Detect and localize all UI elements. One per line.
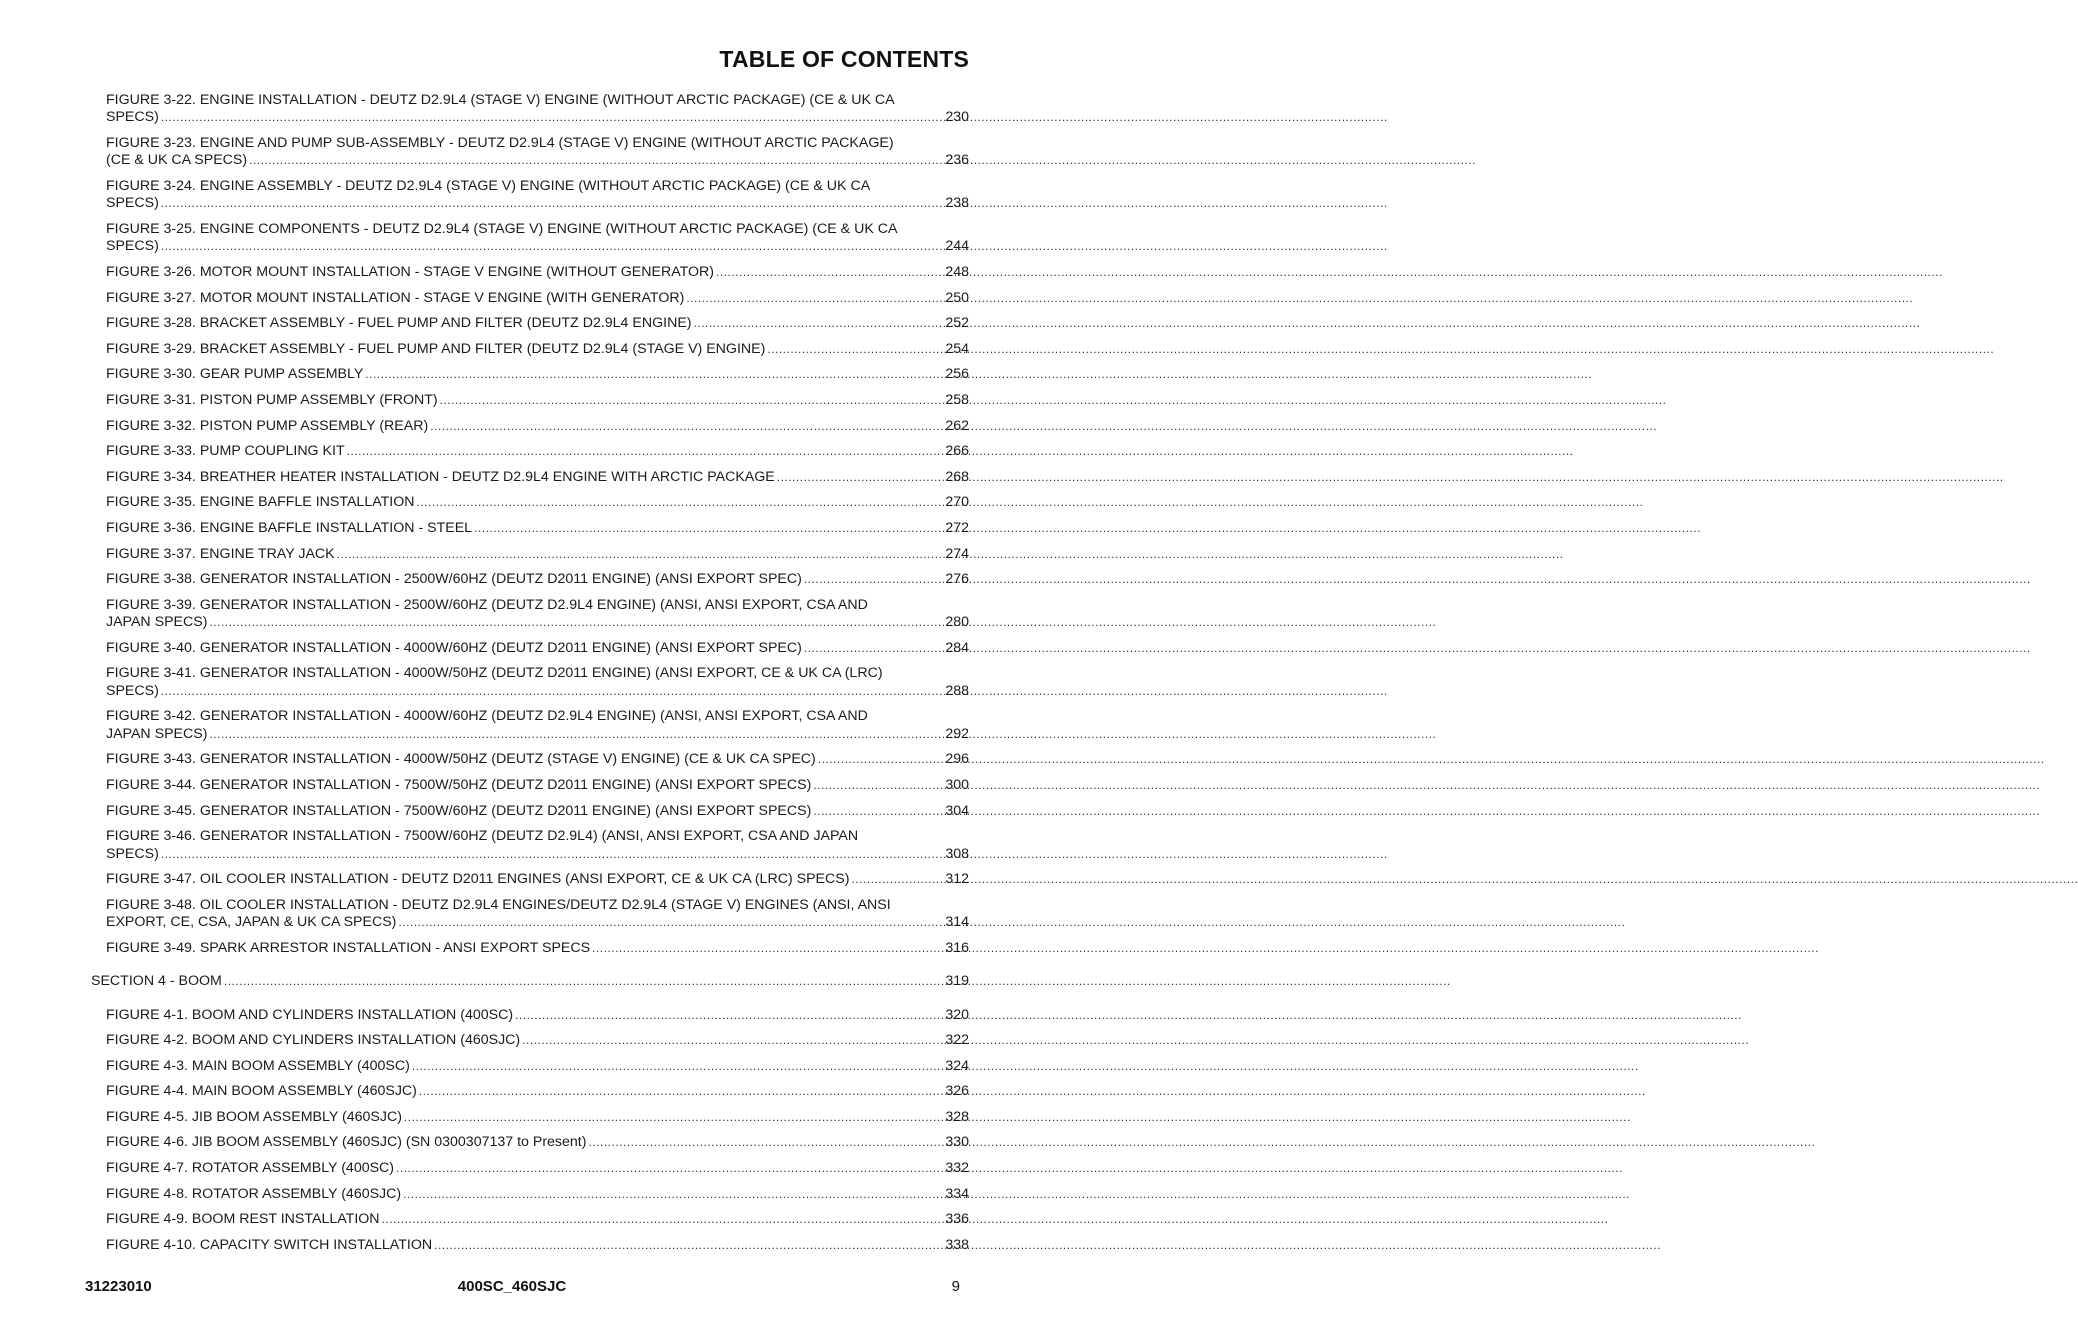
toc-entry-line bbox=[106, 195, 969, 212]
toc-entry-title: FIGURE 3-44. GENERATOR INSTALLATION - 7500W/50HZ (DEUTZ D2011 ENGINE) (ANSI EXPORT SPECS) bbox=[106, 776, 812, 793]
toc-entry[interactable] bbox=[106, 571, 969, 588]
toc-entry-title: FIGURE 3-35. ENGINE BAFFLE INSTALLATION bbox=[106, 494, 415, 511]
toc-entry-title-line: FIGURE 3-39. GENERATOR INSTALLATION - 2500W/60HZ (DEUTZ D2.9L4 ENGINE) (ANSI, ANSI EXPORT, CSA AND bbox=[106, 596, 868, 613]
dot-leader bbox=[818, 751, 942, 768]
dot-leader bbox=[161, 683, 942, 700]
toc-entry[interactable] bbox=[106, 1058, 969, 1075]
toc-entry[interactable] bbox=[106, 1237, 969, 1254]
toc-entry[interactable] bbox=[106, 443, 969, 460]
toc-entry-title: FIGURE 3-27. MOTOR MOUNT INSTALLATION - STAGE V ENGINE (WITH GENERATOR) bbox=[106, 289, 685, 306]
toc-entry-page: 250 bbox=[945, 289, 969, 306]
toc-entry-page: 280 bbox=[945, 614, 969, 631]
toc-entry-title: FIGURE 4-4. MAIN BOOM ASSEMBLY (460SJC) bbox=[106, 1083, 417, 1100]
toc-entry-page: 258 bbox=[945, 391, 969, 408]
toc-entry-line bbox=[106, 614, 969, 631]
toc-entry-page: 316 bbox=[945, 939, 969, 956]
toc-entry-line bbox=[106, 726, 969, 743]
toc-entry-title: FIGURE 3-31. PISTON PUMP ASSEMBLY (FRONT) bbox=[106, 391, 438, 408]
toc-entry[interactable] bbox=[106, 665, 969, 700]
toc-entry[interactable] bbox=[106, 366, 969, 383]
toc-entry[interactable] bbox=[106, 264, 969, 281]
toc-entry[interactable] bbox=[106, 469, 969, 486]
toc-entry-title: FIGURE 3-45. GENERATOR INSTALLATION - 7500W/60HZ (DEUTZ D2011 ENGINE) (ANSI EXPORT SPECS) bbox=[106, 802, 812, 819]
toc-entry-title: SPECS) bbox=[106, 682, 159, 699]
toc-entry[interactable] bbox=[106, 1007, 969, 1024]
toc-entry-line bbox=[106, 871, 969, 888]
toc-entry-title: FIGURE 4-9. BOOM REST INSTALLATION bbox=[106, 1211, 380, 1228]
page-title: TABLE OF CONTENTS bbox=[719, 46, 969, 72]
toc-entry[interactable] bbox=[106, 290, 969, 307]
toc-entry[interactable] bbox=[106, 341, 969, 358]
dot-leader bbox=[522, 1032, 941, 1049]
toc-entry-title: FIGURE 3-32. PISTON PUMP ASSEMBLY (REAR) bbox=[106, 417, 429, 434]
dot-leader bbox=[434, 1237, 941, 1254]
toc-entry-line bbox=[106, 520, 969, 537]
toc-entry-line bbox=[106, 366, 969, 383]
dot-leader bbox=[430, 418, 941, 435]
toc-entry-page: 338 bbox=[945, 1236, 969, 1253]
dot-leader bbox=[249, 152, 941, 169]
toc-entry[interactable] bbox=[106, 1211, 969, 1228]
toc-entry-title: FIGURE 4-7. ROTATOR ASSEMBLY (400SC) bbox=[106, 1160, 395, 1177]
toc-entry-line bbox=[106, 290, 969, 307]
toc-entry-line bbox=[106, 109, 969, 126]
toc-entry-page: 328 bbox=[945, 1108, 969, 1125]
toc-entry[interactable] bbox=[106, 418, 969, 435]
toc-entry-page: 272 bbox=[945, 519, 969, 536]
dot-leader bbox=[813, 777, 941, 794]
toc-entry-title: (CE & UK CA SPECS) bbox=[106, 152, 248, 169]
dot-leader bbox=[592, 940, 941, 957]
dot-leader bbox=[588, 1134, 941, 1151]
toc-entry-title: FIGURE 3-33. PUMP COUPLING KIT bbox=[106, 443, 345, 460]
toc-entry-line bbox=[106, 494, 969, 511]
toc-entry-title: FIGURE 3-28. BRACKET ASSEMBLY - FUEL PUMP AND FILTER (DEUTZ D2.9L4 ENGINE) bbox=[106, 315, 692, 332]
toc-entry-line bbox=[106, 546, 969, 563]
toc-entry-page: 268 bbox=[945, 468, 969, 485]
toc-entry-line bbox=[106, 1007, 969, 1024]
dot-leader bbox=[686, 290, 941, 307]
footer-model: 400SC_460SJC bbox=[457, 1278, 567, 1295]
toc-entry-title-line: FIGURE 3-41. GENERATOR INSTALLATION - 4000W/50HZ (DEUTZ D2011 ENGINE) (ANSI EXPORT, CE & UK CA (LRC) bbox=[106, 665, 883, 682]
toc-entry-page: 314 bbox=[945, 914, 969, 931]
toc-entry-line bbox=[106, 418, 969, 435]
toc-entry-title-line: FIGURE 3-22. ENGINE INSTALLATION - DEUTZ D2.9L4 (STAGE V) ENGINE (WITHOUT ARCTIC PACKAGE) (CE & UK CA bbox=[106, 92, 895, 108]
toc-entry-title-line: FIGURE 3-46. GENERATOR INSTALLATION - 7500W/60HZ (DEUTZ D2.9L4) (ANSI, ANSI EXPORT, CSA AND JAPAN bbox=[106, 828, 859, 845]
toc-entry-line bbox=[106, 341, 969, 358]
toc-entry-title: SPECS) bbox=[106, 238, 159, 255]
dot-leader bbox=[412, 1058, 942, 1075]
dot-leader bbox=[777, 469, 942, 486]
toc-entry-title: SPECS) bbox=[106, 109, 159, 126]
toc-entry-line bbox=[106, 940, 969, 957]
toc-entry-line bbox=[91, 973, 969, 990]
dot-leader bbox=[515, 1007, 941, 1024]
toc-entry-page: 304 bbox=[945, 802, 969, 819]
toc-entry-title-line: FIGURE 3-25. ENGINE COMPONENTS - DEUTZ D2.9L4 (STAGE V) ENGINE (WITHOUT ARCTIC PACKAGE) (CE & UK CA bbox=[106, 221, 898, 237]
toc-entry-title: FIGURE 3-40. GENERATOR INSTALLATION - 4000W/60HZ (DEUTZ D2011 ENGINE) (ANSI EXPORT SPEC) bbox=[106, 639, 802, 656]
dot-leader bbox=[224, 973, 941, 990]
toc-entry-line bbox=[106, 392, 969, 409]
toc-entry-page: 236 bbox=[945, 152, 969, 169]
toc-entry[interactable] bbox=[106, 803, 969, 820]
toc-entry-line bbox=[106, 777, 969, 794]
dot-leader bbox=[209, 726, 941, 743]
toc-entry-title: SPECS) bbox=[106, 195, 159, 212]
dot-leader bbox=[419, 1083, 941, 1100]
dot-leader bbox=[767, 341, 941, 358]
toc-entry[interactable] bbox=[106, 221, 969, 256]
dot-leader bbox=[161, 109, 942, 126]
toc-entry-title-line: FIGURE 3-42. GENERATOR INSTALLATION - 4000W/60HZ (DEUTZ D2.9L4 ENGINE) (ANSI, ANSI EXPORT, CSA AND bbox=[106, 708, 868, 725]
dot-leader bbox=[161, 846, 942, 863]
toc-entry-line bbox=[106, 1134, 969, 1151]
toc-entry-page: 274 bbox=[945, 545, 969, 562]
dot-leader bbox=[804, 640, 941, 657]
toc-entry-title: FIGURE 4-1. BOOM AND CYLINDERS INSTALLATION (400SC) bbox=[106, 1006, 514, 1023]
dot-leader bbox=[813, 803, 941, 820]
toc-entry[interactable] bbox=[106, 135, 969, 170]
toc-entry[interactable] bbox=[106, 640, 969, 657]
toc-entry[interactable] bbox=[106, 751, 969, 768]
toc-entry-line bbox=[106, 1109, 969, 1126]
toc-entry[interactable] bbox=[106, 1032, 969, 1049]
dot-leader bbox=[382, 1211, 942, 1228]
toc-entry-title: SPECS) bbox=[106, 845, 159, 862]
toc-entry-page: 334 bbox=[945, 1185, 969, 1202]
toc-entry-page: 330 bbox=[945, 1134, 969, 1151]
dot-leader bbox=[347, 443, 942, 460]
toc-entry-title: FIGURE 4-6. JIB BOOM ASSEMBLY (460SJC) (SN 0300307137 to Present) bbox=[106, 1134, 587, 1151]
toc-entry-line bbox=[106, 238, 969, 255]
toc-entry-page: 308 bbox=[945, 845, 969, 862]
toc-entry[interactable] bbox=[106, 92, 969, 127]
dot-leader bbox=[398, 914, 941, 931]
footer-page-number: 9 bbox=[951, 1278, 960, 1295]
dot-leader bbox=[694, 315, 942, 332]
toc-entry-title: FIGURE 4-5. JIB BOOM ASSEMBLY (460SJC) bbox=[106, 1108, 402, 1125]
dot-leader bbox=[161, 238, 942, 255]
toc-entry-line bbox=[106, 803, 969, 820]
toc-entry[interactable] bbox=[106, 520, 969, 537]
toc-entry-line bbox=[106, 683, 969, 700]
toc-entry-title: FIGURE 3-43. GENERATOR INSTALLATION - 4000W/50HZ (DEUTZ (STAGE V) ENGINE) (CE & UK CA SPEC) bbox=[106, 751, 816, 768]
toc-entry-line bbox=[106, 1032, 969, 1049]
toc-entry-title: FIGURE 3-29. BRACKET ASSEMBLY - FUEL PUMP AND FILTER (DEUTZ D2.9L4 (STAGE V) ENGINE) bbox=[106, 340, 766, 357]
toc-entry[interactable] bbox=[106, 1186, 969, 1203]
toc-entry-line bbox=[106, 914, 969, 931]
toc-entry-page: 324 bbox=[945, 1057, 969, 1074]
dot-leader bbox=[851, 871, 941, 888]
toc-entry[interactable] bbox=[106, 940, 969, 957]
dot-leader bbox=[161, 195, 942, 212]
toc-entry[interactable] bbox=[106, 1160, 969, 1177]
dot-leader bbox=[396, 1160, 941, 1177]
toc-entry[interactable] bbox=[106, 392, 969, 409]
toc-entry-line bbox=[106, 1186, 969, 1203]
toc-entry-line bbox=[106, 640, 969, 657]
toc-entry-page: 256 bbox=[945, 366, 969, 383]
toc-entry-line bbox=[106, 443, 969, 460]
toc-entry-title: EXPORT, CE, CSA, JAPAN & UK CA SPECS) bbox=[106, 914, 397, 931]
toc-entry[interactable] bbox=[106, 871, 969, 888]
toc-entry-page: 296 bbox=[945, 751, 969, 768]
dot-leader bbox=[474, 520, 941, 537]
toc-entry-page: 276 bbox=[945, 571, 969, 588]
toc-entry-page: 332 bbox=[945, 1160, 969, 1177]
toc-entry-title: FIGURE 3-49. SPARK ARRESTOR INSTALLATION - ANSI EXPORT SPECS bbox=[106, 939, 591, 956]
toc-entry-page: 292 bbox=[945, 725, 969, 742]
dot-leader bbox=[440, 392, 942, 409]
toc-entry[interactable] bbox=[106, 178, 969, 213]
dot-leader bbox=[403, 1186, 941, 1203]
toc-entry-line bbox=[106, 846, 969, 863]
toc-entry-title: FIGURE 4-3. MAIN BOOM ASSEMBLY (400SC) bbox=[106, 1057, 410, 1074]
toc-entry-title: SECTION 4 - BOOM bbox=[91, 973, 222, 990]
toc-entry-line bbox=[106, 469, 969, 486]
toc-entry-title: FIGURE 3-47. OIL COOLER INSTALLATION - DEUTZ D2011 ENGINES (ANSI EXPORT, CE & UK CA (LRC) SPECS) bbox=[106, 871, 850, 888]
toc-entry[interactable] bbox=[106, 1134, 969, 1151]
toc-entry-title: FIGURE 4-2. BOOM AND CYLINDERS INSTALLATION (460SJC) bbox=[106, 1032, 521, 1049]
toc-entry-line bbox=[106, 1211, 969, 1228]
toc-entry-page: 326 bbox=[945, 1083, 969, 1100]
toc-entry-title-line: FIGURE 3-23. ENGINE AND PUMP SUB-ASSEMBLY - DEUTZ D2.9L4 (STAGE V) ENGINE (WITHOUT ARCTIC PACKAGE) bbox=[106, 135, 894, 151]
toc-entry-page: 238 bbox=[945, 195, 969, 212]
toc-entry-page: 288 bbox=[945, 682, 969, 699]
toc-entry-title: FIGURE 3-26. MOTOR MOUNT INSTALLATION - STAGE V ENGINE (WITHOUT GENERATOR) bbox=[106, 264, 715, 280]
toc-entry-line bbox=[106, 315, 969, 332]
toc-entry[interactable] bbox=[106, 777, 969, 794]
toc-entry-page: 244 bbox=[945, 238, 969, 255]
table-of-contents bbox=[0, 92, 1024, 1262]
dot-leader bbox=[417, 494, 942, 511]
toc-entry-page: 320 bbox=[945, 1006, 969, 1023]
toc-entry-line bbox=[106, 1160, 969, 1177]
toc-entry-page: 336 bbox=[945, 1211, 969, 1228]
toc-entry-line bbox=[106, 1083, 969, 1100]
toc-entry-title-line: FIGURE 3-48. OIL COOLER INSTALLATION - DEUTZ D2.9L4 ENGINES/DEUTZ D2.9L4 (STAGE V) ENGINES (ANSI, ANSI bbox=[106, 896, 891, 913]
toc-entry-title: FIGURE 3-30. GEAR PUMP ASSEMBLY bbox=[106, 366, 364, 383]
toc-entry-page: 262 bbox=[945, 417, 969, 434]
toc-entry-page: 270 bbox=[945, 494, 969, 511]
toc-entry-line bbox=[106, 751, 969, 768]
toc-section-entry[interactable] bbox=[91, 973, 969, 990]
toc-entry-title: FIGURE 3-38. GENERATOR INSTALLATION - 2500W/60HZ (DEUTZ D2011 ENGINE) (ANSI EXPORT SPEC) bbox=[106, 571, 802, 588]
footer-doc-number: 31223010 bbox=[85, 1278, 152, 1295]
toc-entry[interactable] bbox=[106, 546, 969, 563]
toc-entry-page: 266 bbox=[945, 443, 969, 460]
dot-leader bbox=[209, 614, 941, 631]
toc-entry-line bbox=[106, 1237, 969, 1254]
toc-entry[interactable] bbox=[106, 597, 969, 632]
document-page bbox=[0, 0, 1024, 1325]
toc-entry-page: 300 bbox=[945, 776, 969, 793]
toc-entry-line bbox=[106, 264, 969, 281]
toc-entry-line bbox=[106, 1058, 969, 1075]
toc-entry-title: FIGURE 3-34. BREATHER HEATER INSTALLATION - DEUTZ D2.9L4 ENGINE WITH ARCTIC PACKAGE bbox=[106, 468, 775, 485]
toc-entry[interactable] bbox=[106, 494, 969, 511]
toc-entry-title-line: FIGURE 3-24. ENGINE ASSEMBLY - DEUTZ D2.9L4 (STAGE V) ENGINE (WITHOUT ARCTIC PACKAGE) (CE & UK CA bbox=[106, 178, 871, 194]
toc-entry[interactable] bbox=[106, 897, 969, 932]
toc-entry-title: JAPAN SPECS) bbox=[106, 725, 208, 742]
dot-leader bbox=[337, 546, 942, 563]
toc-entry-line bbox=[106, 152, 969, 169]
dot-leader bbox=[716, 264, 941, 281]
toc-entry-title: FIGURE 3-36. ENGINE BAFFLE INSTALLATION - STEEL bbox=[106, 519, 473, 536]
toc-entry-title: FIGURE 4-10. CAPACITY SWITCH INSTALLATION bbox=[106, 1236, 433, 1253]
toc-entry-page: 254 bbox=[945, 340, 969, 357]
toc-entry[interactable] bbox=[106, 708, 969, 743]
toc-entry-page: 322 bbox=[945, 1032, 969, 1049]
toc-entry[interactable] bbox=[106, 1109, 969, 1126]
dot-leader bbox=[404, 1109, 941, 1126]
toc-entry[interactable] bbox=[106, 315, 969, 332]
toc-entry[interactable] bbox=[106, 1083, 969, 1100]
toc-entry-page: 252 bbox=[945, 315, 969, 332]
toc-entry-page: 312 bbox=[945, 871, 969, 888]
toc-entry-page: 230 bbox=[945, 109, 969, 126]
dot-leader bbox=[365, 366, 941, 383]
toc-entry-page: 319 bbox=[945, 973, 969, 990]
toc-entry-page: 284 bbox=[945, 639, 969, 656]
toc-entry[interactable] bbox=[106, 828, 969, 863]
toc-entry-title: FIGURE 4-8. ROTATOR ASSEMBLY (460SJC) bbox=[106, 1185, 402, 1202]
toc-entry-line bbox=[106, 571, 969, 588]
toc-entry-title: JAPAN SPECS) bbox=[106, 614, 208, 631]
toc-entry-page: 248 bbox=[945, 264, 969, 280]
toc-entry-title: FIGURE 3-37. ENGINE TRAY JACK bbox=[106, 545, 335, 562]
dot-leader bbox=[804, 571, 941, 588]
